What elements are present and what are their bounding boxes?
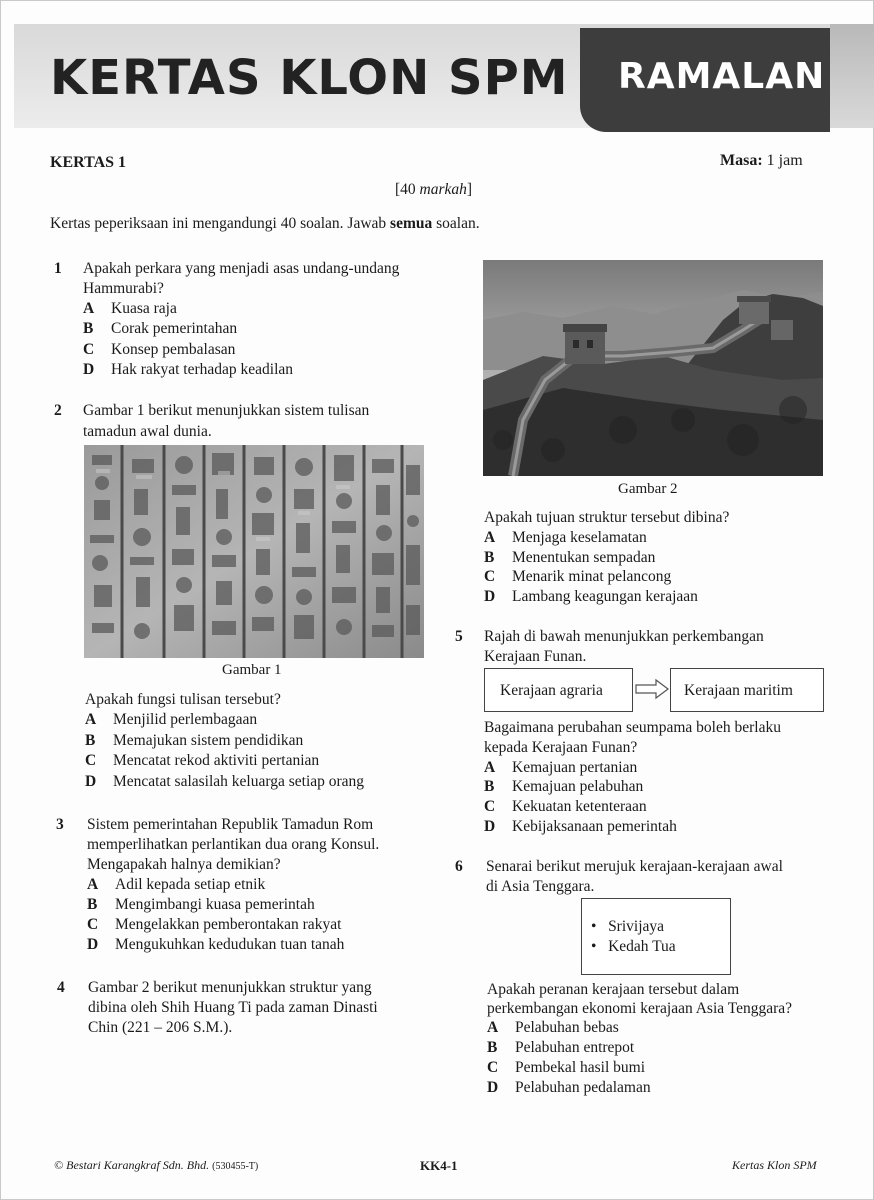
q3-number: 3 [56,816,64,833]
q1-number: 1 [54,260,62,277]
q1-option-d[interactable]: D Hak rakyat terhadap keadilan [83,361,294,378]
q3-line-2: memperlihatkan perlantikan dua orang Konsul. [87,836,380,853]
q2-option-a[interactable]: A Menjilid perlembagaan [85,711,258,728]
q2-option-b[interactable]: B Memajukan sistem pendidikan [85,732,304,749]
footer-title: Kertas Klon SPM [732,1158,817,1172]
flow-to-label: Kerajaan maritim [684,682,793,699]
q3-option-a[interactable]: A Adil kepada setiap etnik [87,876,266,893]
paper-label: KERTAS 1 [50,154,127,171]
q6-number: 6 [455,858,463,875]
q6-option-d[interactable]: D Pelabuhan pedalaman [487,1079,651,1096]
q1-option-b[interactable]: B Corak pemerintahan [83,320,238,337]
marks-label: [40 markah] [395,181,473,198]
q5-stem-line-1: Bagaimana perubahan seumpama boleh berlaku [484,719,781,736]
great-wall-image [483,260,823,476]
q2-line-1: Gambar 1 berikut menunjukkan sistem tulisan [83,402,370,419]
flow-from-label: Kerajaan agraria [500,682,603,699]
list-item: • Kedah Tua [591,938,676,955]
q3-option-b[interactable]: B Mengimbangi kuasa pemerintah [87,896,315,913]
q4-stem: Apakah tujuan struktur tersebut dibina? [484,509,730,526]
q4-option-a[interactable]: A Menjaga keselamatan [484,529,647,546]
q4-option-b[interactable]: B Menentukan sempadan [484,549,656,566]
q6-option-b[interactable]: B Pelabuhan entrepot [487,1039,635,1056]
instructions: Kertas peperiksaan ini mengandungi 40 soalan. Jawab semua soalan. [50,215,480,232]
q6-stem-line-2: perkembangan ekonomi kerajaan Asia Tenggara? [487,1000,793,1017]
q6-line-2: di Asia Tenggara. [486,878,595,895]
q4-option-c[interactable]: C Menarik minat pelancong [484,568,672,585]
q2-option-d[interactable]: D Mencatat salasilah keluarga setiap orang [85,773,365,790]
q5-option-b[interactable]: B Kemajuan pelabuhan [484,778,644,795]
q4-number: 4 [57,979,65,996]
hieroglyph-image [84,445,424,658]
header-corner [830,24,874,128]
figure-1-caption: Gambar 1 [222,662,282,678]
q1-line-1: Apakah perkara yang menjadi asas undang-undang [83,260,400,277]
q2-stem: Apakah fungsi tulisan tersebut? [85,691,281,708]
q4-line-2: dibina oleh Shih Huang Ti pada zaman Dinasti [88,999,378,1016]
q6-option-a[interactable]: A Pelabuhan bebas [487,1019,619,1036]
q2-line-2: tamadun awal dunia. [83,423,212,440]
q6-stem-line-1: Apakah peranan kerajaan tersebut dalam [487,981,740,998]
q5-option-c[interactable]: C Kekuatan ketenteraan [484,798,647,815]
header-title: KERTAS KLON SPM [50,50,569,106]
footer-publisher: © Bestari Karangkraf Sdn. Bhd. (530455-T) [54,1158,259,1172]
q2-number: 2 [54,402,62,419]
q5-option-d[interactable]: D Kebijaksanaan pemerintah [484,818,677,835]
q5-stem-line-2: kepada Kerajaan Funan? [484,739,638,756]
arrow-right-icon [634,678,670,705]
q6-option-c[interactable]: C Pembekal hasil bumi [487,1059,646,1076]
q4-line-1: Gambar 2 berikut menunjukkan struktur yang [88,979,372,996]
q1-option-a[interactable]: A Kuasa raja [83,300,177,317]
q3-line-3: Mengapakah halnya demikian? [87,856,281,873]
q1-option-c[interactable]: C Konsep pembalasan [83,341,236,358]
header-tag: RAMALAN [618,56,826,97]
list-item: • Srivijaya [591,918,665,935]
q5-option-a[interactable]: A Kemajuan pertanian [484,759,638,776]
q5-line-2: Kerajaan Funan. [484,648,587,665]
q2-option-c[interactable]: C Mencatat rekod aktiviti pertanian [85,752,320,769]
q6-line-1: Senarai berikut merujuk kerajaan-kerajaan awal [486,858,783,875]
time-info: Masa: 1 jam [720,152,803,169]
q5-number: 5 [455,628,463,645]
q3-option-c[interactable]: C Mengelakkan pemberontakan rakyat [87,916,342,933]
footer-page-number: KK4-1 [420,1158,458,1173]
q5-line-1: Rajah di bawah menunjukkan perkembangan [484,628,764,645]
q3-option-d[interactable]: D Mengukuhkan kedudukan tuan tanah [87,936,345,953]
q4-option-d[interactable]: D Lambang keagungan kerajaan [484,588,698,605]
q4-line-3: Chin (221 – 206 S.M.). [88,1019,233,1036]
figure-2-caption: Gambar 2 [618,481,678,497]
q3-line-1: Sistem pemerintahan Republik Tamadun Rom [87,816,374,833]
q1-line-2: Hammurabi? [83,280,164,297]
